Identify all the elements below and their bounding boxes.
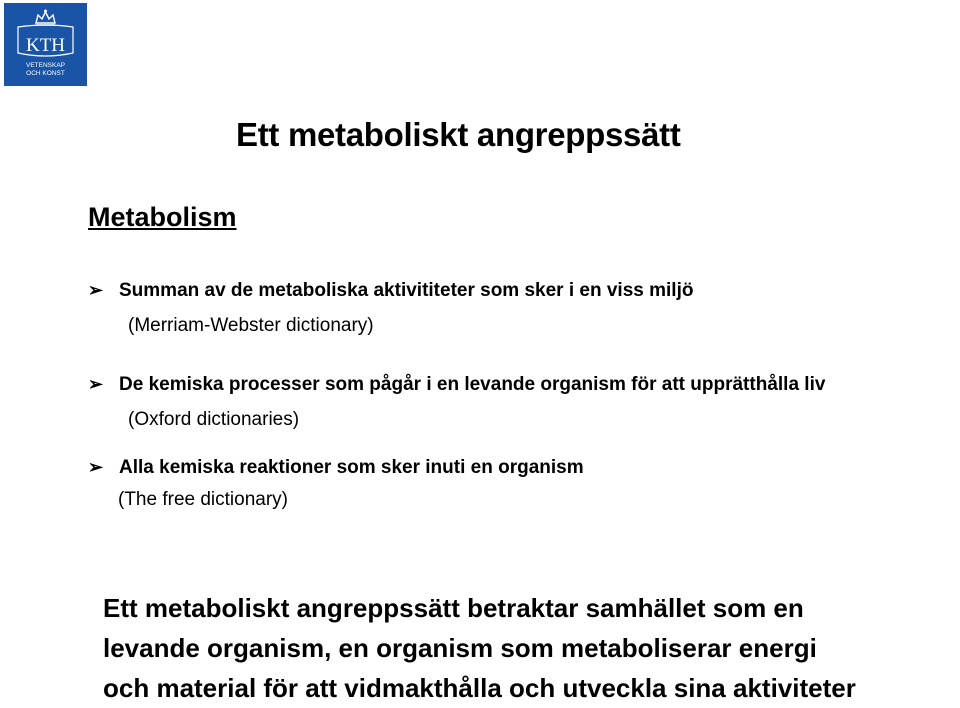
section-heading: Metabolism <box>88 202 237 232</box>
summary-line: och material för att vidmakthålla och utveckla sina aktiviteter <box>103 673 856 703</box>
logo-subtitle-2: OCH KONST <box>26 70 65 77</box>
bullet-text: Summan av de metaboliska aktivititeter som sker i en viss miljö <box>119 280 694 301</box>
bullet-source: (Merriam-Webster dictionary) <box>128 315 374 336</box>
arrow-bullet-icon: ➢ <box>88 280 104 300</box>
logo-text: KTH <box>25 35 66 56</box>
logo-subtitle-1: VETENSKAP <box>25 62 66 69</box>
arrow-bullet-icon: ➢ <box>88 374 104 394</box>
arrow-bullet-icon: ➢ <box>88 457 104 477</box>
kth-logo <box>4 3 87 86</box>
summary-paragraph <box>103 588 960 708</box>
bullet-item <box>88 280 693 302</box>
bullet-item <box>88 374 825 396</box>
bullet-source: (The free dictionary) <box>118 489 289 510</box>
summary-line: Ett metaboliskt angreppssätt betraktar samhället som en <box>103 593 804 623</box>
bullet-item <box>88 457 584 479</box>
bullet-source: (Oxford dictionaries) <box>128 409 300 430</box>
summary-line: levande organism, en organism som metaboliserar energi <box>103 633 817 663</box>
bullet-text: Alla kemiska reaktioner som sker inuti en organism <box>119 457 584 478</box>
slide-title: Ett metaboliskt angreppssätt <box>236 116 681 153</box>
bullet-text: De kemiska processer som pågår i en levande organism för att upprätthålla liv <box>119 374 826 395</box>
